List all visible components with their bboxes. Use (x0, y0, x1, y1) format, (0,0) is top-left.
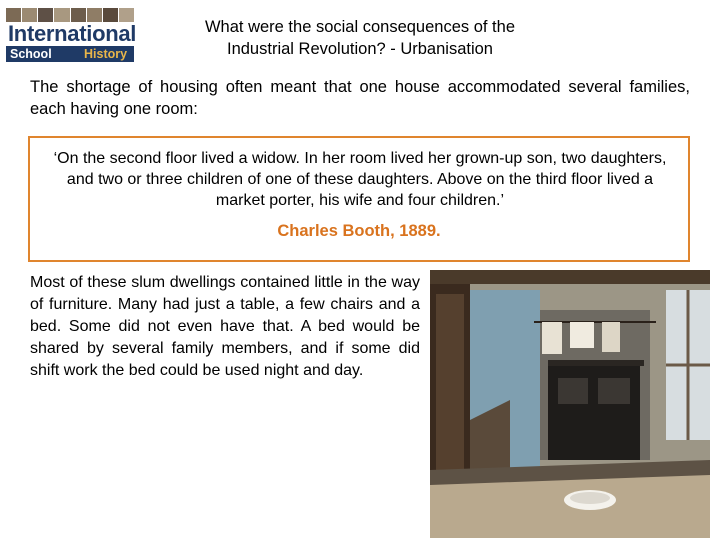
site-logo (6, 8, 137, 62)
quote-box (28, 136, 690, 262)
mantel-shelf (548, 360, 644, 366)
intro-text: The shortage of housing often meant that one house accommodated several families, each having one room: (30, 78, 690, 118)
quote-citation: Charles Booth, 1889. (277, 222, 441, 240)
table-top (430, 475, 710, 538)
hanging-cloth (570, 322, 594, 348)
page-title (150, 16, 570, 60)
title-line-1: What were the social consequences of the (204, 18, 515, 36)
body-paragraph: Most of these slum dwellings contained little in the way of furniture. Many had just a table, a few chairs and a bed. Some did not even have that. A bed would be shared by several family members, and if some did shift work the bed could be used night and day. (30, 274, 420, 379)
quote-text: ‘On the second floor lived a widow. In her room lived her grown-up son, two daughters, and two or three children of one of these daughters. Above on the third floor lived a market porter, his wife and four children.’ (53, 150, 667, 209)
ceiling-beam (430, 270, 710, 284)
logo-text-school: School (10, 47, 52, 61)
title-line-2: Industrial Revolution? - Urbanisation (227, 40, 493, 58)
logo-portrait-strip (6, 8, 134, 22)
hanging-cloth (542, 322, 562, 354)
slum-room-photo (430, 270, 710, 538)
range-firebox (598, 378, 630, 404)
door-panel (436, 294, 464, 474)
logo-text-history: History (84, 47, 128, 61)
room-illustration (430, 270, 710, 538)
logo-text-international: International (8, 21, 137, 46)
range-oven-door (558, 378, 588, 404)
hanging-cloth (602, 322, 620, 352)
bowl-inner (570, 492, 610, 504)
